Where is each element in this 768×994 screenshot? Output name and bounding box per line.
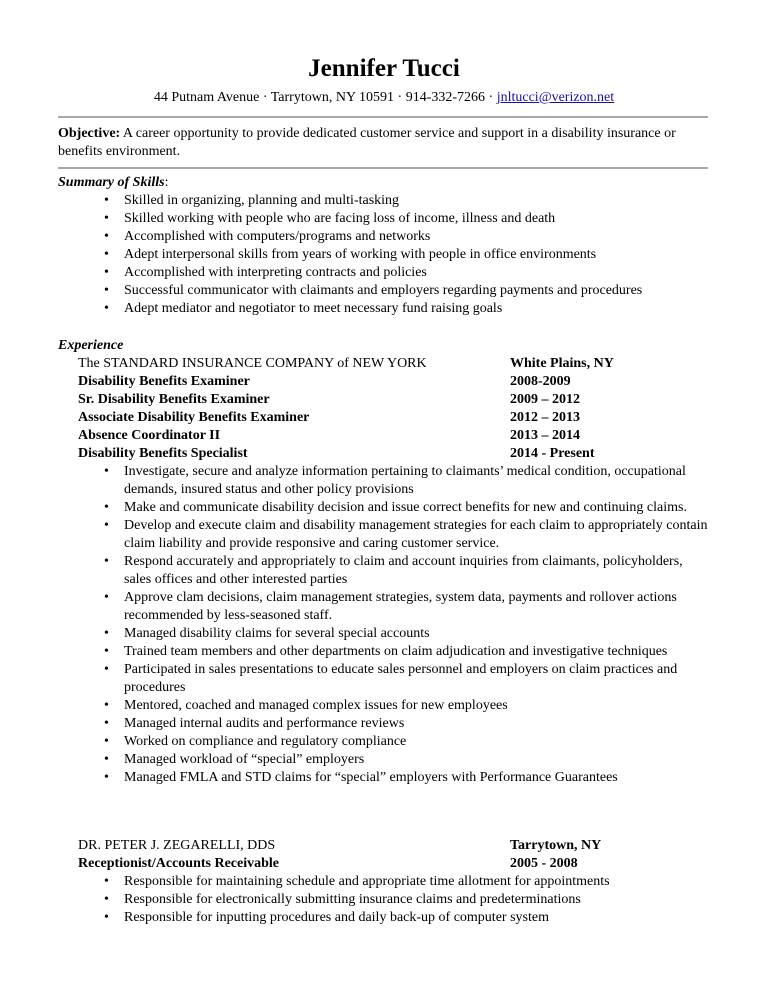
list-item: • Responsible for maintaining schedule and appropriate time allotment for appointments (58, 873, 708, 891)
position-title: Associate Disability Benefits Examiner (78, 410, 310, 425)
skills-section (58, 174, 708, 318)
contact-text: 44 Putnam Avenue · Tarrytown, NY 10591 · 914-332-7266 · (153, 90, 497, 105)
list-item: • Adept interpersonal skills from years of working with people in office environments (58, 246, 708, 264)
position-row (58, 391, 708, 409)
skills-heading-text: Summary of Skills (58, 175, 165, 190)
list-item: • Respond accurately and appropriately to claim and account inquiries from claimants, policyholders, sales offices and other interested parties (58, 553, 708, 589)
position-title: Sr. Disability Benefits Examiner (78, 392, 270, 407)
list-item: • Managed FMLA and STD claims for “special” employers with Performance Guarantees (58, 769, 708, 787)
list-item: • Managed disability claims for several special accounts (58, 625, 708, 643)
skills-heading-colon: : (164, 175, 169, 190)
position-dates: 2013 – 2014 (510, 428, 580, 443)
list-item: • Investigate, secure and analyze information pertaining to claimants’ medical condition, occupational demands, insured status and other policy provisions (58, 463, 708, 499)
skills-list (58, 192, 708, 318)
list-item: • Accomplished with interpreting contracts and policies (58, 264, 708, 282)
list-item: • Successful communicator with claimants and employers regarding payments and procedures (58, 282, 708, 300)
position-row (58, 409, 708, 427)
list-item: • Approve clam decisions, claim management strategies, system data, payments and rollover actions recommended by less-seasoned staff. (58, 589, 708, 625)
position-title: Absence Coordinator II (78, 428, 221, 443)
experience-job-2 (58, 837, 708, 927)
list-item: • Managed internal audits and performance reviews (58, 715, 708, 733)
list-item: • Worked on compliance and regulatory compliance (58, 733, 708, 751)
candidate-name: Jennifer Tucci (308, 55, 460, 82)
list-item: • Mentored, coached and managed complex issues for new employees (58, 697, 708, 715)
position-row (58, 427, 708, 445)
list-item: • Managed workload of “special” employers (58, 751, 708, 769)
job-location: Tarrytown, NY (510, 838, 602, 853)
list-item: • Trained team members and other departments on claim adjudication and investigative techniques (58, 643, 708, 661)
list-item: • Adept mediator and negotiator to meet necessary fund raising goals (58, 300, 708, 318)
position-dates: 2012 – 2013 (510, 410, 580, 425)
duties-list (58, 873, 708, 927)
experience-section (58, 337, 708, 787)
employer-name: The STANDARD INSURANCE COMPANY of NEW YORK (78, 356, 427, 371)
position-dates: 2014 - Present (510, 446, 595, 461)
position-title: Disability Benefits Examiner (78, 374, 250, 389)
position-row (58, 445, 708, 463)
list-item: • Participated in sales presentations to educate sales personnel and employers on claim practices and procedures (58, 661, 708, 697)
position-dates: 2009 – 2012 (510, 392, 580, 407)
job-header (58, 837, 708, 855)
list-item: • Develop and execute claim and disability management strategies for each claim to appropriately contain claim liability and provide responsive and caring customer service. (58, 517, 708, 553)
objective-section (58, 125, 708, 161)
list-item: • Responsible for electronically submitting insurance claims and predeterminations (58, 891, 708, 909)
position-dates: 2008-2009 (510, 374, 571, 389)
position-dates: 2005 - 2008 (510, 856, 578, 871)
employer-name: DR. PETER J. ZEGARELLI, DDS (78, 838, 276, 853)
position-row (58, 373, 708, 391)
job-header (58, 355, 708, 373)
email-link[interactable]: jnltucci@verizon.net (496, 90, 615, 105)
list-item: • Make and communicate disability decision and issue correct benefits for new and continuing claims. (58, 499, 708, 517)
list-item: • Accomplished with computers/programs and networks (58, 228, 708, 246)
skills-heading (58, 174, 708, 192)
list-item: • Skilled in organizing, planning and multi-tasking (58, 192, 708, 210)
divider (58, 167, 708, 169)
position-title: Disability Benefits Specialist (78, 446, 248, 461)
contact-line (0, 89, 768, 107)
list-item: • Skilled working with people who are facing loss of income, illness and death (58, 210, 708, 228)
experience-heading: Experience (58, 338, 124, 353)
divider (58, 116, 708, 118)
position-row (58, 855, 708, 873)
objective-label: Objective: (58, 126, 121, 141)
duties-list (58, 463, 708, 787)
list-item: • Responsible for inputting procedures and daily back-up of computer system (58, 909, 708, 927)
position-title: Receptionist/Accounts Receivable (78, 856, 280, 871)
objective-text: A career opportunity to provide dedicated customer service and support in a disability insurance or benefits environment. (58, 126, 676, 159)
job-location: White Plains, NY (510, 356, 614, 371)
